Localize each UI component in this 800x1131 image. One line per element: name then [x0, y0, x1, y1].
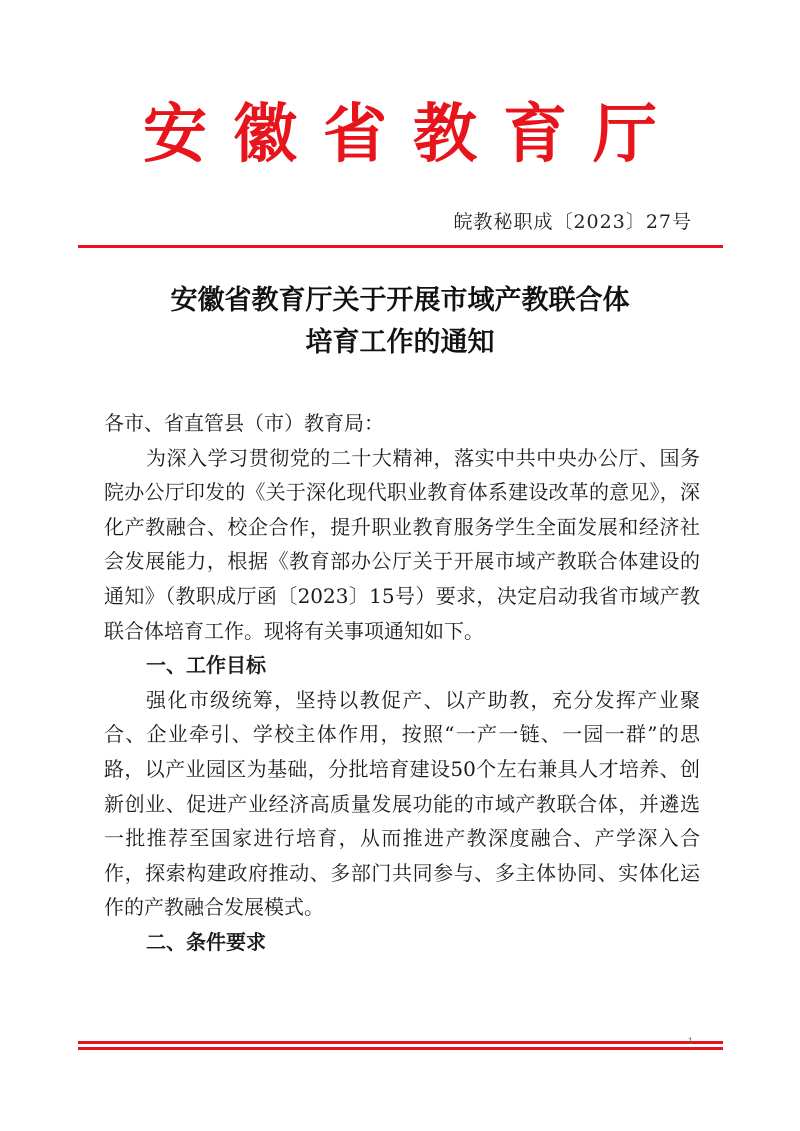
- document-number: 皖教秘职成〔2023〕27号: [453, 211, 692, 233]
- document-body: [104, 406, 700, 960]
- title-line-2: 培育工作的通知: [305, 327, 495, 358]
- section-heading-goals: 一、工作目标: [146, 653, 266, 678]
- footer-red-rule-upper: [78, 1041, 723, 1044]
- page-number: 1: [688, 1036, 694, 1046]
- document-title: [0, 280, 800, 364]
- masthead-red-rule: [78, 245, 723, 248]
- title-line-1: 安徽省教育厅关于开展市域产教联合体: [170, 285, 630, 316]
- goals-paragraph: 强化市级统筹，坚持以教促产、以产助教，充分发挥产业聚合、企业牵引、学校主体作用，按照“一产一链、一园一群”的思路，以产业园区为基础，分批培育建设50个左右兼具人才培养、创新创业、促进产业经济高质量发展功能的市域产教联合体，并遴选一批推荐至国家进行培育，从而推进产教深度融合、产学深入合作，探索构建政府推动、多部门共同参与、多主体协同、实体化运作的产教融合发展模式。: [104, 687, 700, 920]
- salutation: 各市、省直管县（市）教育局：: [104, 411, 384, 435]
- section-heading-requirements: 二、条件要求: [146, 929, 266, 954]
- footer-red-rule-lower: [78, 1047, 723, 1050]
- intro-paragraph: 为深入学习贯彻党的二十大精神，落实中共中央办公厅、国务院办公厅印发的《关于深化现代职业教育体系建设改革的意见》，深化产教融合、校企合作，提升职业教育服务学生全面发展和经济社会发展能力，根据《教育部办公厅关于开展市域产教联合体建设的通知》（教职成厅函〔2023〕15号）要求，决定启动我省市域产教联合体培育工作。现将有关事项通知如下。: [104, 445, 700, 643]
- issuing-authority-masthead: 安徽省教育厅: [143, 97, 683, 172]
